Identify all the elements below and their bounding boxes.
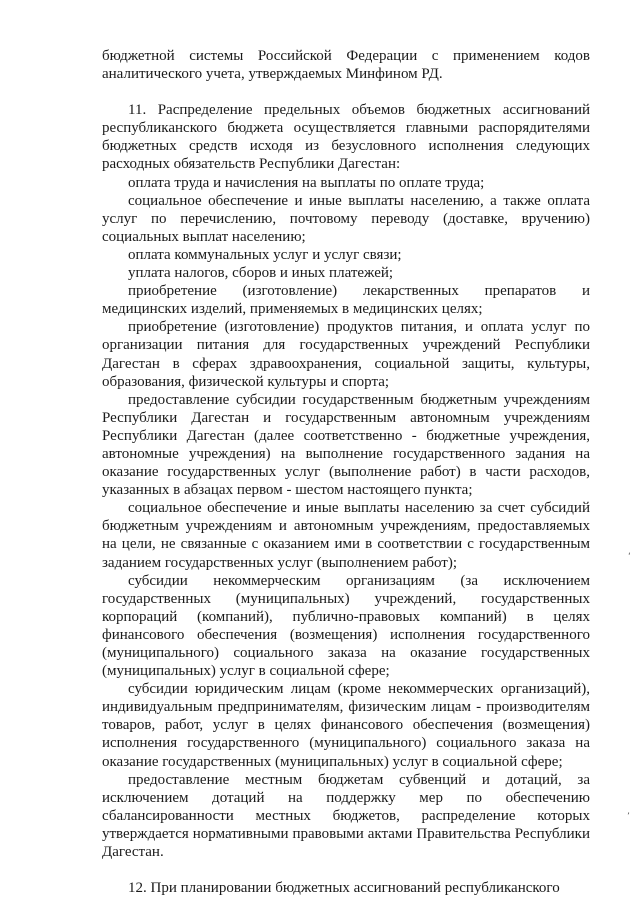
paragraph-wages: оплата труда и начисления на выплаты по оплате труда;: [128, 174, 485, 191]
paragraph-subsidies-legal-entities: субсидии юридическим лицам (кроме некоммерческих организаций), индивидуальным предпринимателям, физическим лицам - производителям товаров, работ, услуг в целях финансового обеспечения (возмещения) исполнения государственного (муниципального) социального заказа на оказание государственных (муниципальных) услуг в социальной сфере;: [102, 681, 590, 770]
paragraph-subsidies-state-task: предоставление субсидии государственным бюджетным учреждениям Республики Дагестан и государственным автономным учреждениям Республики Дагестан (далее соответственно - бюджетные учреждения, автономные учреждения) на выполнение государственного задания на оказание государственных услуг (выполнение работ) в части расходов, указанных в абзацах первом - шестом настоящего пункта;: [102, 391, 590, 499]
paragraph-gap: [102, 83, 590, 101]
paragraph-gap: [102, 861, 590, 879]
paragraph-social-payments: социальное обеспечение и иные выплаты населению, а также оплата услуг по перечислению, почтовому переводу (доставке, вручению) социальных выплат населению;: [102, 192, 590, 245]
scan-speck-mark: ’: [627, 812, 630, 822]
paragraph-item-12: 12. При планировании бюджетных ассигнований республиканского: [128, 880, 560, 897]
paragraph-item-11: 11. Распределение предельных объемов бюджетных ассигнований республиканского бюджета осуществляется главными распорядителями бюджетных средств исходя из безусловного исполнения следующих расходных обязательств Республики Дагестан:: [102, 102, 590, 173]
document-body: [102, 47, 590, 897]
paragraph-continuation: бюджетной системы Российской Федерации с применением кодов аналитического учета, утверждаемых Минфином РД.: [102, 48, 590, 83]
paragraph-subsidies-nonprofit: субсидии некоммерческим организациям (за исключением государственных (муниципальных) учреждений, государственных корпораций (компаний), публично-правовых компаний) в целях финансового обеспечения (возмещения) исполнения государственного (муниципального) социального заказа на оказание государственных (муниципальных) услуг в социальной сфере;: [102, 572, 590, 680]
paragraph-local-budgets: предоставление местным бюджетам субвенций и дотаций, за исключением дотаций на поддержку мер по обеспечению сбалансированности местных бюджетов, распределение которых утверждается нормативными правовыми актами Правительства Республики Дагестан.: [102, 771, 590, 861]
paragraph-food: приобретение (изготовление) продуктов питания, и оплата услуг по организации питания для государственных учреждений Республики Дагестан в сферах здравоохранения, социальной защиты, культуры, образования, физической культуры и спорта;: [102, 319, 590, 390]
paragraph-subsidies-other-goals: социальное обеспечение и иные выплаты населению за счет субсидий бюджетным учреждениям и автономным учреждениям, предоставляемых на цели, не связанные с оказанием ими в соответствии с государственным заданием государственных услуг (выполнением работ);: [102, 500, 590, 571]
paragraph-medicines: приобретение (изготовление) лекарственных препаратов и медицинских изделий, применяемых в медицинских целях;: [102, 283, 590, 318]
paragraph-utilities: оплата коммунальных услуг и услуг связи;: [128, 246, 402, 263]
scan-speck-mark: ‘: [628, 552, 631, 562]
paragraph-taxes: уплата налогов, сборов и иных платежей;: [128, 265, 394, 282]
